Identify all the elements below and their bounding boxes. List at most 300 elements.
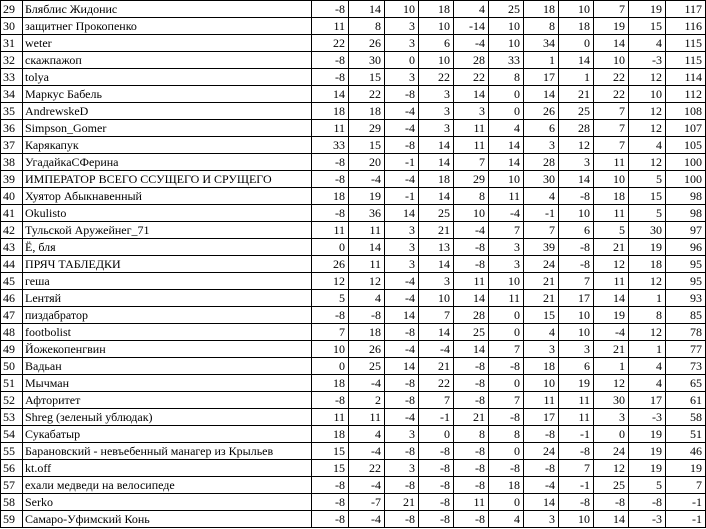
round-score-cell: 11 xyxy=(349,409,385,426)
round-score-cell: 11 xyxy=(489,290,524,307)
table-row xyxy=(1,375,706,392)
total-score-cell: 112 xyxy=(666,86,706,103)
round-score-cell: 3 xyxy=(419,120,454,137)
round-score-cell: 14 xyxy=(524,494,559,511)
round-score-cell: 33 xyxy=(489,52,524,69)
round-score-cell: -8 xyxy=(419,494,454,511)
round-score-cell: 10 xyxy=(419,18,454,35)
total-score-cell: 95 xyxy=(666,273,706,290)
round-score-cell: 22 xyxy=(349,86,385,103)
round-score-cell: 21 xyxy=(385,494,419,511)
round-score-cell: -8 xyxy=(454,256,489,273)
round-score-cell: -4 xyxy=(385,120,419,137)
round-score-cell: 7 xyxy=(594,103,629,120)
round-score-cell: 3 xyxy=(385,222,419,239)
total-score-cell: 95 xyxy=(666,256,706,273)
total-score-cell: 96 xyxy=(666,239,706,256)
round-score-cell: -8 xyxy=(312,477,349,494)
round-score-cell: 15 xyxy=(629,188,666,205)
round-score-cell: 10 xyxy=(524,375,559,392)
rank-cell: 46 xyxy=(1,290,23,307)
round-score-cell: 7 xyxy=(454,154,489,171)
round-score-cell: 10 xyxy=(594,52,629,69)
round-score-cell: 5 xyxy=(312,290,349,307)
total-score-cell: 77 xyxy=(666,341,706,358)
player-name-cell: защитнег Прокопенко xyxy=(23,18,312,35)
player-name-cell: kt.off xyxy=(23,460,312,477)
round-score-cell: 18 xyxy=(594,188,629,205)
round-score-cell: 14 xyxy=(489,154,524,171)
round-score-cell: 22 xyxy=(349,460,385,477)
player-name-cell: ИМПЕРАТОР ВСЕГО ССУЩЕГО И СРУЩЕГО xyxy=(23,171,312,188)
round-score-cell: -1 xyxy=(385,188,419,205)
round-score-cell: 0 xyxy=(489,324,524,341)
round-score-cell: 3 xyxy=(594,409,629,426)
round-score-cell: 21 xyxy=(419,222,454,239)
total-score-cell: 65 xyxy=(666,375,706,392)
rank-cell: 45 xyxy=(1,273,23,290)
round-score-cell: -3 xyxy=(629,511,666,528)
round-score-cell: 11 xyxy=(594,273,629,290)
round-score-cell: 5 xyxy=(629,205,666,222)
round-score-cell: 10 xyxy=(559,307,594,324)
round-score-cell: 19 xyxy=(559,375,594,392)
round-score-cell: 12 xyxy=(629,324,666,341)
round-score-cell: 2 xyxy=(349,392,385,409)
round-score-cell: 34 xyxy=(524,35,559,52)
total-score-cell: -1 xyxy=(666,494,706,511)
round-score-cell: 4 xyxy=(489,511,524,528)
rank-cell: 56 xyxy=(1,460,23,477)
round-score-cell: 26 xyxy=(524,103,559,120)
rank-cell: 49 xyxy=(1,341,23,358)
round-score-cell: -4 xyxy=(385,341,419,358)
round-score-cell: -8 xyxy=(385,477,419,494)
round-score-cell: 1 xyxy=(629,290,666,307)
table-row xyxy=(1,239,706,256)
round-score-cell: 21 xyxy=(559,86,594,103)
rank-cell: 36 xyxy=(1,120,23,137)
player-name-cell: УгадайкаСФерина xyxy=(23,154,312,171)
round-score-cell: -4 xyxy=(419,341,454,358)
round-score-cell: 0 xyxy=(489,443,524,460)
round-score-cell: 14 xyxy=(349,1,385,18)
round-score-cell: 0 xyxy=(312,239,349,256)
round-score-cell: 4 xyxy=(349,426,385,443)
round-score-cell: 7 xyxy=(559,273,594,290)
round-score-cell: 7 xyxy=(559,460,594,477)
round-score-cell: 14 xyxy=(559,171,594,188)
total-score-cell: 93 xyxy=(666,290,706,307)
round-score-cell: -1 xyxy=(419,409,454,426)
round-score-cell: -4 xyxy=(385,103,419,120)
round-score-cell: -4 xyxy=(594,324,629,341)
round-score-cell: 8 xyxy=(454,426,489,443)
player-name-cell: Самаро-Уфимский Конь xyxy=(23,511,312,528)
round-score-cell: 22 xyxy=(594,86,629,103)
round-score-cell: 36 xyxy=(349,205,385,222)
round-score-cell: 4 xyxy=(454,1,489,18)
round-score-cell: 0 xyxy=(312,358,349,375)
round-score-cell: 3 xyxy=(419,273,454,290)
round-score-cell: -8 xyxy=(524,426,559,443)
round-score-cell: 3 xyxy=(385,18,419,35)
rank-cell: 33 xyxy=(1,69,23,86)
round-score-cell: 13 xyxy=(419,239,454,256)
round-score-cell: -8 xyxy=(312,494,349,511)
player-name-cell: гешa xyxy=(23,273,312,290)
round-score-cell: -8 xyxy=(312,69,349,86)
table-row xyxy=(1,69,706,86)
round-score-cell: 7 xyxy=(489,222,524,239)
rank-cell: 30 xyxy=(1,18,23,35)
round-score-cell: 18 xyxy=(419,1,454,18)
round-score-cell: 6 xyxy=(559,222,594,239)
round-score-cell: -4 xyxy=(524,477,559,494)
round-score-cell: 1 xyxy=(524,52,559,69)
round-score-cell: 3 xyxy=(419,103,454,120)
round-score-cell: 4 xyxy=(349,290,385,307)
round-score-cell: 3 xyxy=(385,239,419,256)
total-score-cell: 115 xyxy=(666,52,706,69)
round-score-cell: 18 xyxy=(524,1,559,18)
round-score-cell: 4 xyxy=(629,358,666,375)
round-score-cell: 12 xyxy=(629,120,666,137)
round-score-cell: 8 xyxy=(349,18,385,35)
round-score-cell: 18 xyxy=(349,103,385,120)
table-row xyxy=(1,290,706,307)
total-score-cell: 7 xyxy=(666,477,706,494)
total-score-cell: 97 xyxy=(666,222,706,239)
round-score-cell: 10 xyxy=(629,86,666,103)
round-score-cell: 12 xyxy=(559,137,594,154)
round-score-cell: 11 xyxy=(312,409,349,426)
player-name-cell: tolya xyxy=(23,69,312,86)
table-row xyxy=(1,494,706,511)
round-score-cell: 1 xyxy=(594,358,629,375)
round-score-cell: 18 xyxy=(349,324,385,341)
round-score-cell: 12 xyxy=(349,273,385,290)
round-score-cell: 26 xyxy=(349,35,385,52)
round-score-cell: 11 xyxy=(312,222,349,239)
table-row xyxy=(1,188,706,205)
table-row xyxy=(1,443,706,460)
table-row xyxy=(1,307,706,324)
total-score-cell: 58 xyxy=(666,409,706,426)
round-score-cell: -8 xyxy=(312,52,349,69)
round-score-cell: -8 xyxy=(312,307,349,324)
round-score-cell: 17 xyxy=(524,409,559,426)
round-score-cell: 10 xyxy=(559,1,594,18)
round-score-cell: 1 xyxy=(629,341,666,358)
standings-body xyxy=(1,1,706,528)
round-score-cell: 39 xyxy=(524,239,559,256)
round-score-cell: 12 xyxy=(312,273,349,290)
round-score-cell: 8 xyxy=(489,69,524,86)
round-score-cell: 18 xyxy=(312,375,349,392)
round-score-cell: 14 xyxy=(559,52,594,69)
round-score-cell: -4 xyxy=(385,290,419,307)
round-score-cell: -4 xyxy=(489,205,524,222)
round-score-cell: 10 xyxy=(419,52,454,69)
round-score-cell: -4 xyxy=(349,511,385,528)
player-name-cell: Барановский - невъебенный манагер из Крыльев xyxy=(23,443,312,460)
round-score-cell: 11 xyxy=(454,120,489,137)
round-score-cell: 15 xyxy=(524,307,559,324)
round-score-cell: 0 xyxy=(594,426,629,443)
round-score-cell: 25 xyxy=(489,1,524,18)
round-score-cell: 7 xyxy=(524,222,559,239)
round-score-cell: 21 xyxy=(524,273,559,290)
round-score-cell: 10 xyxy=(489,273,524,290)
round-score-cell: 10 xyxy=(489,171,524,188)
rank-cell: 29 xyxy=(1,1,23,18)
table-row xyxy=(1,137,706,154)
round-score-cell: 29 xyxy=(349,120,385,137)
player-name-cell: Lентяй xyxy=(23,290,312,307)
rank-cell: 47 xyxy=(1,307,23,324)
round-score-cell: -8 xyxy=(454,460,489,477)
player-name-cell: ПРЯЧ ТАБЛЕДКИ xyxy=(23,256,312,273)
round-score-cell: -8 xyxy=(489,409,524,426)
round-score-cell: -8 xyxy=(559,188,594,205)
total-score-cell: 105 xyxy=(666,137,706,154)
round-score-cell: -8 xyxy=(385,392,419,409)
round-score-cell: -4 xyxy=(349,443,385,460)
round-score-cell: 6 xyxy=(524,120,559,137)
round-score-cell: 3 xyxy=(385,35,419,52)
rank-cell: 34 xyxy=(1,86,23,103)
round-score-cell: -8 xyxy=(385,86,419,103)
round-score-cell: 14 xyxy=(594,511,629,528)
table-row xyxy=(1,256,706,273)
round-score-cell: -4 xyxy=(454,222,489,239)
round-score-cell: 10 xyxy=(559,324,594,341)
round-score-cell: 3 xyxy=(385,69,419,86)
player-name-cell: ехали медведи на велосипеде xyxy=(23,477,312,494)
round-score-cell: 14 xyxy=(524,86,559,103)
table-row xyxy=(1,120,706,137)
round-score-cell: 12 xyxy=(594,460,629,477)
round-score-cell: 7 xyxy=(312,324,349,341)
round-score-cell: 21 xyxy=(419,358,454,375)
round-score-cell: 5 xyxy=(594,222,629,239)
round-score-cell: -8 xyxy=(559,239,594,256)
total-score-cell: 19 xyxy=(666,460,706,477)
round-score-cell: 10 xyxy=(489,18,524,35)
player-name-cell: AndrewskeD xyxy=(23,103,312,120)
player-name-cell: скажпажоп xyxy=(23,52,312,69)
table-row xyxy=(1,511,706,528)
round-score-cell: 29 xyxy=(454,171,489,188)
round-score-cell: -4 xyxy=(349,375,385,392)
rank-cell: 57 xyxy=(1,477,23,494)
player-name-cell: Ё, бля xyxy=(23,239,312,256)
round-score-cell: -1 xyxy=(559,426,594,443)
round-score-cell: 18 xyxy=(419,171,454,188)
total-score-cell: 115 xyxy=(666,35,706,52)
round-score-cell: 3 xyxy=(489,239,524,256)
round-score-cell: -8 xyxy=(312,205,349,222)
rank-cell: 59 xyxy=(1,511,23,528)
round-score-cell: 4 xyxy=(629,375,666,392)
round-score-cell: 17 xyxy=(559,290,594,307)
round-score-cell: 11 xyxy=(349,256,385,273)
round-score-cell: 14 xyxy=(419,324,454,341)
round-score-cell: 11 xyxy=(559,392,594,409)
round-score-cell: 14 xyxy=(385,358,419,375)
round-score-cell: 18 xyxy=(489,477,524,494)
round-score-cell: 17 xyxy=(629,392,666,409)
table-row xyxy=(1,86,706,103)
round-score-cell: 15 xyxy=(349,137,385,154)
round-score-cell: 14 xyxy=(419,154,454,171)
table-row xyxy=(1,1,706,18)
rank-cell: 39 xyxy=(1,171,23,188)
round-score-cell: 7 xyxy=(489,392,524,409)
table-row xyxy=(1,35,706,52)
round-score-cell: -3 xyxy=(629,409,666,426)
round-score-cell: 21 xyxy=(594,239,629,256)
round-score-cell: 11 xyxy=(489,188,524,205)
round-score-cell: 7 xyxy=(594,1,629,18)
total-score-cell: 117 xyxy=(666,1,706,18)
table-row xyxy=(1,273,706,290)
round-score-cell: 10 xyxy=(559,511,594,528)
round-score-cell: 10 xyxy=(559,205,594,222)
round-score-cell: 0 xyxy=(489,86,524,103)
round-score-cell: 11 xyxy=(349,222,385,239)
total-score-cell: 98 xyxy=(666,205,706,222)
round-score-cell: 28 xyxy=(559,120,594,137)
round-score-cell: 11 xyxy=(524,392,559,409)
rank-cell: 35 xyxy=(1,103,23,120)
round-score-cell: 10 xyxy=(594,171,629,188)
round-score-cell: 14 xyxy=(454,290,489,307)
round-score-cell: 25 xyxy=(419,205,454,222)
player-name-cell: Serko xyxy=(23,494,312,511)
round-score-cell: -8 xyxy=(489,358,524,375)
table-row xyxy=(1,103,706,120)
round-score-cell: 11 xyxy=(454,273,489,290)
rank-cell: 51 xyxy=(1,375,23,392)
round-score-cell: 6 xyxy=(419,35,454,52)
round-score-cell: 15 xyxy=(312,460,349,477)
player-name-cell: Йожекопенгвин xyxy=(23,341,312,358)
round-score-cell: -8 xyxy=(385,511,419,528)
round-score-cell: -8 xyxy=(559,443,594,460)
round-score-cell: 30 xyxy=(629,222,666,239)
round-score-cell: -4 xyxy=(454,35,489,52)
rank-cell: 40 xyxy=(1,188,23,205)
round-score-cell: 8 xyxy=(454,188,489,205)
player-name-cell: Вадьан xyxy=(23,358,312,375)
round-score-cell: -1 xyxy=(385,154,419,171)
round-score-cell: 3 xyxy=(454,103,489,120)
round-score-cell: 20 xyxy=(349,154,385,171)
round-score-cell: -8 xyxy=(419,460,454,477)
round-score-cell: -8 xyxy=(312,154,349,171)
round-score-cell: 12 xyxy=(594,256,629,273)
round-score-cell: 7 xyxy=(489,341,524,358)
round-score-cell: -14 xyxy=(454,18,489,35)
round-score-cell: 5 xyxy=(629,477,666,494)
round-score-cell: 19 xyxy=(629,426,666,443)
rank-cell: 37 xyxy=(1,137,23,154)
round-score-cell: 22 xyxy=(312,35,349,52)
round-score-cell: 14 xyxy=(594,35,629,52)
round-score-cell: 5 xyxy=(629,171,666,188)
table-row xyxy=(1,52,706,69)
round-score-cell: 22 xyxy=(594,69,629,86)
round-score-cell: -8 xyxy=(524,460,559,477)
round-score-cell: -4 xyxy=(385,409,419,426)
round-score-cell: 33 xyxy=(312,137,349,154)
round-score-cell: -4 xyxy=(349,171,385,188)
rank-cell: 44 xyxy=(1,256,23,273)
total-score-cell: 100 xyxy=(666,171,706,188)
total-score-cell: 85 xyxy=(666,307,706,324)
round-score-cell: 28 xyxy=(454,52,489,69)
round-score-cell: -8 xyxy=(312,1,349,18)
player-name-cell: пиздабратор xyxy=(23,307,312,324)
table-row xyxy=(1,171,706,188)
round-score-cell: 19 xyxy=(594,18,629,35)
rank-cell: 31 xyxy=(1,35,23,52)
total-score-cell: -1 xyxy=(666,511,706,528)
rank-cell: 54 xyxy=(1,426,23,443)
rank-cell: 50 xyxy=(1,358,23,375)
player-name-cell: Маркус Бабель xyxy=(23,86,312,103)
round-score-cell: 4 xyxy=(489,120,524,137)
round-score-cell: -8 xyxy=(349,307,385,324)
round-score-cell: 3 xyxy=(385,426,419,443)
round-score-cell: 3 xyxy=(559,341,594,358)
round-score-cell: 10 xyxy=(454,205,489,222)
round-score-cell: 14 xyxy=(454,86,489,103)
round-score-cell: 14 xyxy=(349,239,385,256)
round-score-cell: 4 xyxy=(524,324,559,341)
round-score-cell: 3 xyxy=(524,511,559,528)
round-score-cell: 28 xyxy=(454,307,489,324)
round-score-cell: 14 xyxy=(454,341,489,358)
round-score-cell: 11 xyxy=(454,494,489,511)
round-score-cell: 19 xyxy=(629,443,666,460)
round-score-cell: -8 xyxy=(454,511,489,528)
round-score-cell: -8 xyxy=(419,443,454,460)
round-score-cell: 6 xyxy=(559,358,594,375)
round-score-cell: 22 xyxy=(454,69,489,86)
player-name-cell: Okulisto xyxy=(23,205,312,222)
player-name-cell: Тульской Аружейнег_71 xyxy=(23,222,312,239)
round-score-cell: -8 xyxy=(559,256,594,273)
total-score-cell: 114 xyxy=(666,69,706,86)
round-score-cell: 10 xyxy=(419,290,454,307)
table-row xyxy=(1,341,706,358)
table-row xyxy=(1,358,706,375)
round-score-cell: 19 xyxy=(629,239,666,256)
round-score-cell: 17 xyxy=(524,69,559,86)
round-score-cell: 11 xyxy=(594,205,629,222)
round-score-cell: 10 xyxy=(489,35,524,52)
round-score-cell: -8 xyxy=(454,375,489,392)
round-score-cell: 1 xyxy=(559,69,594,86)
round-score-cell: 22 xyxy=(419,375,454,392)
player-name-cell: Сукабатыр xyxy=(23,426,312,443)
round-score-cell: 3 xyxy=(524,137,559,154)
round-score-cell: -8 xyxy=(419,511,454,528)
round-score-cell: -8 xyxy=(454,239,489,256)
